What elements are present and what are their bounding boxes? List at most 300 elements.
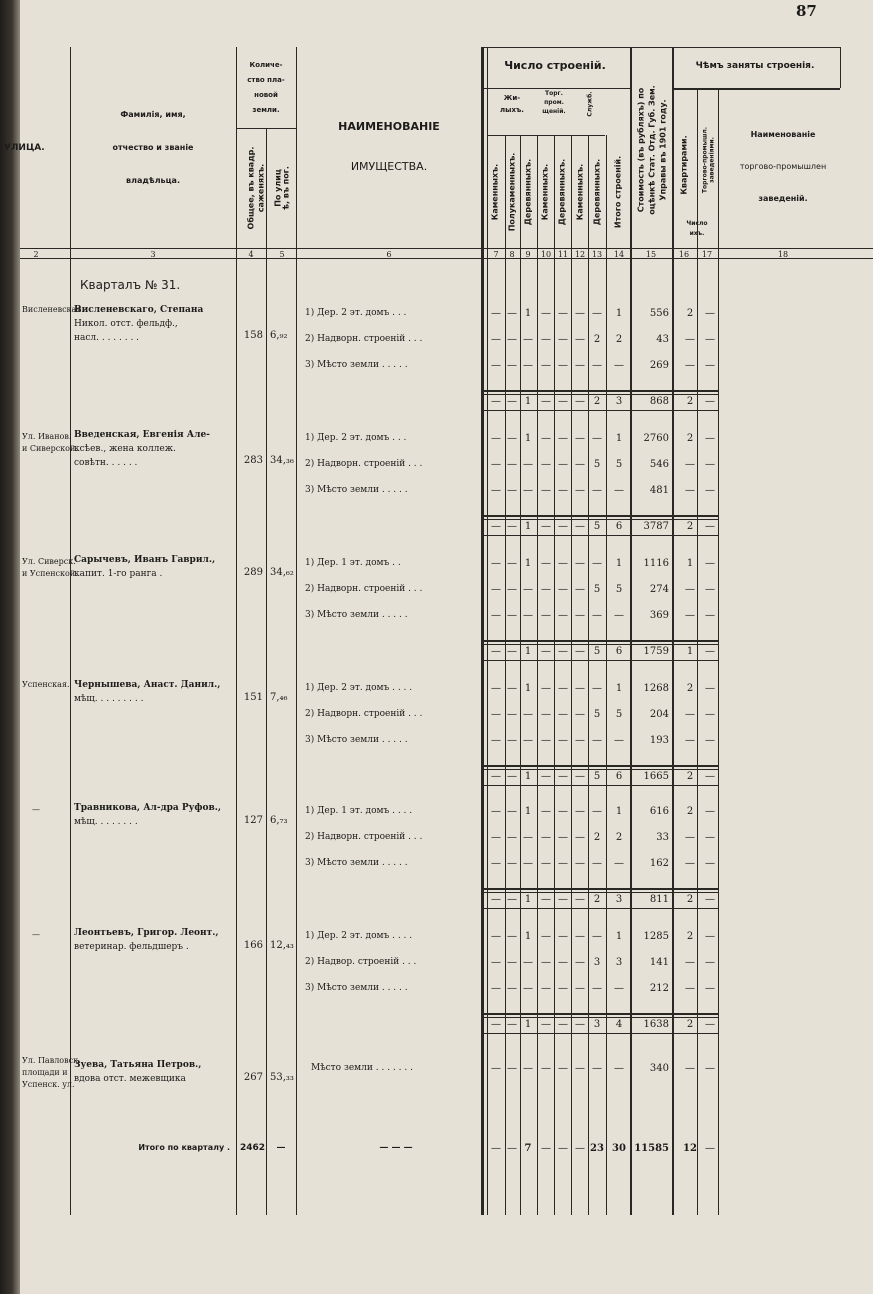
empty-cell-dash: — xyxy=(575,771,585,782)
empty-cell-dash: — xyxy=(558,610,568,621)
building-count: 2 xyxy=(593,894,601,905)
land-street: 34,₃₆ xyxy=(270,455,294,466)
column-number: 6 xyxy=(386,250,392,259)
col-header-count: ихъ. xyxy=(689,230,705,237)
empty-cell-dash: — xyxy=(491,1143,501,1154)
value-cell: 556 xyxy=(649,308,669,319)
empty-cell-dash: — xyxy=(592,806,602,817)
value-cell: 1268 xyxy=(643,683,669,694)
building-count: 1 xyxy=(615,931,623,942)
empty-cell-dash: — xyxy=(685,334,695,345)
empty-cell-dash: — xyxy=(575,521,585,532)
empty-cell-dash: — xyxy=(614,610,624,621)
building-count: 5 xyxy=(593,771,601,782)
empty-cell-dash: — xyxy=(491,521,501,532)
rule-occupied-left xyxy=(672,47,674,1215)
street-name: Ул. Иванов. xyxy=(22,432,72,441)
empty-cell-dash: — xyxy=(558,858,568,869)
empty-cell-dash: — xyxy=(491,1019,501,1030)
building-count: 1 xyxy=(615,558,623,569)
land-street: 7,₄₆ xyxy=(270,692,288,703)
empty-cell-dash: — xyxy=(575,396,585,407)
column-number: 14 xyxy=(613,250,625,259)
apartments-count: 2 xyxy=(686,806,694,817)
empty-cell-dash: — xyxy=(523,334,533,345)
street-name: и Успенской. xyxy=(22,569,78,578)
owner-name: совѣтн. . . . . . xyxy=(74,458,138,468)
empty-cell-dash: — xyxy=(575,1063,585,1074)
building-count: 1 xyxy=(524,433,532,444)
column-number: 9 xyxy=(525,250,531,259)
empty-cell-dash: — xyxy=(705,360,715,371)
empty-cell-dash: — xyxy=(491,832,501,843)
empty-cell-dash: — xyxy=(507,646,517,657)
apartments-count: 2 xyxy=(686,396,694,407)
rule-occupied-sub xyxy=(672,88,840,90)
empty-cell-dash: — xyxy=(614,360,624,371)
street-name: — xyxy=(32,930,40,939)
subtotal-rule xyxy=(481,765,718,767)
building-count: 1 xyxy=(615,433,623,444)
empty-cell-dash: — xyxy=(575,931,585,942)
empty-cell-dash: — xyxy=(685,459,695,470)
value-cell: 212 xyxy=(649,983,669,994)
empty-cell-dash: — xyxy=(575,709,585,720)
empty-cell-dash: — xyxy=(614,485,624,496)
empty-cell-dash: — xyxy=(575,610,585,621)
rule-header-bottom xyxy=(20,248,873,249)
empty-cell-dash: — xyxy=(541,1063,551,1074)
col-header-residential: Жи- xyxy=(503,94,521,102)
empty-cell-dash: — xyxy=(575,1143,585,1154)
empty-cell-dash: — xyxy=(558,485,568,496)
owner-name: Травникова, Ал-дра Руфов., xyxy=(74,803,222,813)
empty-cell-dash: — xyxy=(491,931,501,942)
property-item: 3) Мѣсто земли . . . . . xyxy=(305,983,408,993)
empty-cell-dash: — xyxy=(558,832,568,843)
empty-cell-dash: — xyxy=(523,459,533,470)
col-header-value: Стоимость (въ рубляхъ) по xyxy=(636,87,646,213)
empty-cell-dash: — xyxy=(541,360,551,371)
apartments-count: 1 xyxy=(686,558,694,569)
empty-cell-dash: — xyxy=(558,709,568,720)
empty-cell-dash: — xyxy=(507,433,517,444)
empty-cell-dash: — xyxy=(541,584,551,595)
col-header-owner: Фамилія, имя, xyxy=(120,110,186,119)
rule-building-col xyxy=(588,135,589,1215)
rule-buildings-inner xyxy=(487,47,488,1215)
col-header-property: ИМУЩЕСТВА. xyxy=(350,160,428,173)
empty-cell-dash: — xyxy=(558,1063,568,1074)
empty-cell-dash: — xyxy=(507,771,517,782)
col-header-street: УЛИЦА. xyxy=(4,143,45,153)
value-cell: 33 xyxy=(656,832,669,843)
empty-cell-dash: — xyxy=(491,360,501,371)
col-header-buildings: Число строеній. xyxy=(504,59,606,72)
empty-cell-dash: — xyxy=(507,360,517,371)
col-header-est-name: Наименованіе xyxy=(750,130,816,139)
col-header-wooden: Деревянныхъ. xyxy=(557,158,567,226)
land-street: 6,₉₂ xyxy=(270,330,288,341)
empty-cell-dash: — xyxy=(705,459,715,470)
column-number: 5 xyxy=(279,250,285,259)
subtotal-rule xyxy=(481,888,718,890)
page-number: 87 xyxy=(796,2,817,20)
empty-cell-dash: — xyxy=(705,521,715,532)
column-number: 17 xyxy=(701,250,713,259)
empty-cell-dash: — xyxy=(541,558,551,569)
rule-building-col xyxy=(520,135,521,1215)
value-cell: 204 xyxy=(649,709,669,720)
value-cell: 1638 xyxy=(643,1019,669,1030)
empty-cell-dash: — xyxy=(558,584,568,595)
col-header-half-stone: Полукаменныхъ. xyxy=(507,152,517,232)
col-header-count: Число xyxy=(686,220,708,227)
apartments-count: 2 xyxy=(686,683,694,694)
empty-cell-dash: — xyxy=(491,558,501,569)
street-name: Ул. Павловск. xyxy=(22,1056,81,1065)
building-count: 5 xyxy=(593,459,601,470)
rule-top xyxy=(481,47,840,48)
subtotal-rule xyxy=(481,519,718,520)
empty-cell-dash: — xyxy=(558,683,568,694)
building-count: 3 xyxy=(593,957,601,968)
owner-name: Леонтьевъ, Григор. Леонт., xyxy=(74,928,219,938)
col-header-stone: Каменныхъ. xyxy=(490,163,500,221)
building-count: 6 xyxy=(615,521,623,532)
empty-cell-dash: — xyxy=(685,360,695,371)
block-total-land-street: — xyxy=(276,1143,286,1153)
apartments-count: 2 xyxy=(686,771,694,782)
col-header-land-total: Общее, въ квадр. xyxy=(246,146,256,230)
building-count: 5 xyxy=(615,459,623,470)
col-header-wooden: Деревянныхъ. xyxy=(523,158,533,226)
rule-right xyxy=(840,47,841,88)
empty-cell-dash: — xyxy=(685,957,695,968)
property-item: 1) Дер. 2 эт. домъ . . . . xyxy=(305,931,413,941)
owner-name: Зуева, Татьяна Петров., xyxy=(74,1060,202,1070)
col-header-trade: Торг. xyxy=(545,90,563,97)
col-header-stone: Каменныхъ. xyxy=(575,163,585,221)
subtotal-bottom-rule xyxy=(481,1033,718,1034)
empty-cell-dash: — xyxy=(507,558,517,569)
col-header-wooden: Деревянныхъ. xyxy=(592,158,602,226)
empty-cell-dash: — xyxy=(705,858,715,869)
empty-cell-dash: — xyxy=(575,334,585,345)
owner-name: Сарычевъ, Иванъ Гаврил., xyxy=(74,555,216,565)
empty-cell-dash: — xyxy=(558,360,568,371)
empty-cell-dash: — xyxy=(491,894,501,905)
property-item: 1) Дер. 2 эт. домъ . . . xyxy=(305,433,407,443)
empty-cell-dash: — xyxy=(592,308,602,319)
apartments-count: 2 xyxy=(686,433,694,444)
empty-cell-dash: — xyxy=(491,308,501,319)
empty-cell-dash: — xyxy=(523,957,533,968)
empty-cell-dash: — xyxy=(541,931,551,942)
empty-cell-dash: — xyxy=(491,610,501,621)
owner-name: ветеринар. фельдшеръ . xyxy=(74,942,189,952)
building-count: 1 xyxy=(524,1019,532,1030)
empty-cell-dash: — xyxy=(507,931,517,942)
building-count: 2 xyxy=(593,832,601,843)
value-cell: 11585 xyxy=(634,1143,669,1154)
empty-cell-dash: — xyxy=(705,1019,715,1030)
empty-cell-dash: — xyxy=(592,858,602,869)
property-item: 2) Надворн. строеній . . . xyxy=(305,334,423,344)
empty-cell-dash: — xyxy=(507,983,517,994)
empty-cell-dash: — xyxy=(507,709,517,720)
value-cell: 274 xyxy=(649,584,669,595)
empty-cell-dash: — xyxy=(685,709,695,720)
empty-cell-dash: — xyxy=(491,709,501,720)
land-street: 34,₆₂ xyxy=(270,567,294,578)
street-name: — xyxy=(32,805,40,814)
subtotal-bottom-rule xyxy=(481,785,718,786)
land-total: 289 xyxy=(243,567,263,578)
property-item: 3) Мѣсто земли . . . . . xyxy=(305,360,408,370)
empty-cell-dash: — xyxy=(523,709,533,720)
col-header-land: новой xyxy=(254,91,278,99)
subtotal-rule xyxy=(481,644,718,645)
rule-value-left xyxy=(630,47,632,1215)
building-count: 1 xyxy=(615,308,623,319)
empty-cell-dash: — xyxy=(705,735,715,746)
empty-cell-dash: — xyxy=(541,1143,551,1154)
empty-cell-dash: — xyxy=(558,894,568,905)
empty-cell-dash: — xyxy=(541,709,551,720)
col-header-land: земли. xyxy=(252,106,280,114)
value-cell: 3787 xyxy=(643,521,669,532)
rule-owner-left xyxy=(70,47,71,1215)
empty-cell-dash: — xyxy=(523,858,533,869)
land-total: 151 xyxy=(243,692,263,703)
empty-cell-dash: — xyxy=(705,584,715,595)
empty-cell-dash: — xyxy=(491,584,501,595)
value-cell: 1759 xyxy=(643,646,669,657)
building-count: 3 xyxy=(615,894,623,905)
col-header-land: Количе- xyxy=(249,61,283,69)
empty-cell-dash: — xyxy=(558,558,568,569)
empty-cell-dash: — xyxy=(507,610,517,621)
empty-cell-dash: — xyxy=(705,957,715,968)
value-cell: 193 xyxy=(649,735,669,746)
value-cell: 868 xyxy=(649,396,669,407)
building-count: 1 xyxy=(524,308,532,319)
owner-name: Введенская, Евгенія Але- xyxy=(74,430,210,440)
empty-cell-dash: — xyxy=(705,1143,715,1154)
value-cell: 546 xyxy=(649,459,669,470)
col-header-total: Итого строеній. xyxy=(613,155,623,229)
empty-cell-dash: — xyxy=(541,1019,551,1030)
value-cell: 811 xyxy=(649,894,669,905)
value-cell: 1285 xyxy=(643,931,669,942)
empty-cell-dash: — xyxy=(685,858,695,869)
col-header-value: Управы въ 1901 году. xyxy=(658,99,668,201)
empty-cell-dash: — xyxy=(541,610,551,621)
subtotal-bottom-rule xyxy=(481,535,718,536)
empty-cell-dash: — xyxy=(705,433,715,444)
empty-cell-dash: — xyxy=(614,735,624,746)
empty-cell-dash: — xyxy=(575,646,585,657)
property-item: 2) Надворн. строеній . . . xyxy=(305,584,423,594)
col-header-land-total: саженяхъ. xyxy=(256,163,266,213)
empty-cell-dash: — xyxy=(592,360,602,371)
property-item: 3) Мѣсто земли . . . . . xyxy=(305,610,408,620)
block-total-label: Итого по кварталу . xyxy=(138,1143,230,1152)
building-count: 2 xyxy=(615,334,623,345)
building-count: 30 xyxy=(612,1143,626,1154)
property-item: Мѣсто земли . . . . . . . xyxy=(311,1063,413,1073)
col-header-residential: лыхъ. xyxy=(500,106,524,114)
value-cell: 1665 xyxy=(643,771,669,782)
empty-cell-dash: — xyxy=(507,1019,517,1030)
empty-cell-dash: — xyxy=(575,683,585,694)
building-count: 2 xyxy=(615,832,623,843)
empty-cell-dash: — xyxy=(592,610,602,621)
empty-cell-dash: — xyxy=(541,396,551,407)
building-count: 5 xyxy=(593,709,601,720)
empty-cell-dash: — xyxy=(592,433,602,444)
building-count: 2 xyxy=(593,396,601,407)
empty-cell-dash: — xyxy=(541,521,551,532)
empty-cell-dash: — xyxy=(685,610,695,621)
street-name: Успенская. xyxy=(22,680,70,689)
building-count: 1 xyxy=(524,806,532,817)
empty-cell-dash: — xyxy=(541,771,551,782)
property-item: 1) Дер. 2 эт. домъ . . . xyxy=(305,308,407,318)
street-name: Висленевская. xyxy=(22,305,84,314)
subtotal-rule xyxy=(481,1017,718,1018)
subtotal-rule xyxy=(481,390,718,392)
owner-name: Чернышева, Анаст. Данил., xyxy=(74,680,221,690)
empty-cell-dash: — xyxy=(558,459,568,470)
property-item: 3) Мѣсто земли . . . . . xyxy=(305,735,408,745)
building-count: 6 xyxy=(615,771,623,782)
empty-cell-dash: — xyxy=(558,983,568,994)
col-header-trade: щеній. xyxy=(542,108,566,115)
col-header-value: оцѣнкѣ Стат. Отд. Губ. Зем. xyxy=(647,85,657,215)
block-title: Кварталъ № 31. xyxy=(80,278,181,292)
land-street: 53,₃₃ xyxy=(270,1072,294,1083)
empty-cell-dash: — xyxy=(592,983,602,994)
apartments-count: 2 xyxy=(686,521,694,532)
building-count: 1 xyxy=(524,894,532,905)
owner-name: Никол. отст. фельдф., xyxy=(74,319,178,329)
building-count: 1 xyxy=(524,771,532,782)
empty-cell-dash: — xyxy=(491,334,501,345)
building-count: 7 xyxy=(524,1143,532,1154)
empty-cell-dash: — xyxy=(575,1019,585,1030)
empty-cell-dash: — xyxy=(705,396,715,407)
empty-cell-dash: — xyxy=(705,646,715,657)
empty-cell-dash: — xyxy=(541,806,551,817)
empty-cell-dash: — xyxy=(491,485,501,496)
owner-name: капит. 1-го ранга . xyxy=(74,569,163,579)
empty-cell-dash: — xyxy=(705,485,715,496)
property-item: 2) Надворн. строеній . . . xyxy=(305,832,423,842)
col-header-property: НАИМЕНОВАНІЕ xyxy=(338,120,440,133)
empty-cell-dash: — xyxy=(523,485,533,496)
empty-cell-dash: — xyxy=(685,485,695,496)
empty-cell-dash: — xyxy=(507,683,517,694)
value-cell: 2760 xyxy=(643,433,669,444)
owner-name: мѣщ. . . . . . . . xyxy=(74,817,138,827)
empty-cell-dash: — xyxy=(541,983,551,994)
empty-cell-dash: — xyxy=(558,396,568,407)
building-count: 5 xyxy=(593,584,601,595)
empty-cell-dash: — xyxy=(575,433,585,444)
empty-cell-dash: — xyxy=(558,646,568,657)
building-count: 5 xyxy=(615,584,623,595)
apartments-count: 2 xyxy=(686,1019,694,1030)
empty-cell-dash: — xyxy=(523,735,533,746)
empty-cell-dash: — xyxy=(614,1063,624,1074)
building-count: 1 xyxy=(524,683,532,694)
empty-cell-dash: — xyxy=(705,683,715,694)
empty-cell-dash: — xyxy=(491,433,501,444)
column-number: 3 xyxy=(150,250,156,259)
col-header-apartments: Квартирами. xyxy=(679,135,689,195)
empty-cell-dash: — xyxy=(491,735,501,746)
col-header-occupied: Чѣмъ заняты строенія. xyxy=(695,61,815,71)
empty-cell-dash: — xyxy=(592,485,602,496)
empty-cell-dash: — xyxy=(614,858,624,869)
empty-cell-dash: — xyxy=(575,584,585,595)
empty-cell-dash: — xyxy=(558,308,568,319)
empty-cell-dash: — xyxy=(523,832,533,843)
rule-numbers-bottom xyxy=(20,258,873,259)
rule-land-sub xyxy=(236,128,296,129)
rule-land-mid xyxy=(266,128,267,1215)
empty-cell-dash: — xyxy=(491,806,501,817)
value-cell: 481 xyxy=(649,485,669,496)
empty-cell-dash: — xyxy=(705,771,715,782)
empty-cell-dash: — xyxy=(491,771,501,782)
street-name: Успенск. ул. xyxy=(22,1080,75,1089)
empty-cell-dash: — xyxy=(491,459,501,470)
value-cell: 141 xyxy=(649,957,669,968)
value-cell: 369 xyxy=(649,610,669,621)
land-street: 6,₇₃ xyxy=(270,815,288,826)
empty-cell-dash: — xyxy=(507,485,517,496)
empty-cell-dash: — xyxy=(614,983,624,994)
empty-cell-dash: — xyxy=(592,558,602,569)
col-header-land-street: ѣ, въ пог. xyxy=(281,166,291,210)
subtotal-rule xyxy=(481,515,718,517)
column-number: 18 xyxy=(777,250,789,259)
column-number: 11 xyxy=(557,250,569,259)
col-header-est-name: торгово-промышлен xyxy=(739,162,827,171)
apartments-count: 2 xyxy=(686,894,694,905)
empty-cell-dash: — xyxy=(541,957,551,968)
empty-cell-dash: — xyxy=(558,334,568,345)
building-count: 5 xyxy=(593,521,601,532)
empty-cell-dash: — xyxy=(705,610,715,621)
rule-buildings-sub xyxy=(481,88,630,89)
empty-cell-dash: — xyxy=(541,683,551,694)
empty-cell-dash: — xyxy=(507,396,517,407)
rule-building-col xyxy=(571,135,572,1215)
book-spine xyxy=(0,0,20,1294)
subtotal-rule xyxy=(481,1013,718,1015)
column-number: 10 xyxy=(540,250,552,259)
empty-cell-dash: — xyxy=(507,1063,517,1074)
rule-property-left xyxy=(296,47,297,1215)
col-header-land: ство пла- xyxy=(247,76,285,84)
apartments-count: 1 xyxy=(686,646,694,657)
land-total: 166 xyxy=(243,940,263,951)
col-header-owner: владѣльца. xyxy=(126,176,180,185)
